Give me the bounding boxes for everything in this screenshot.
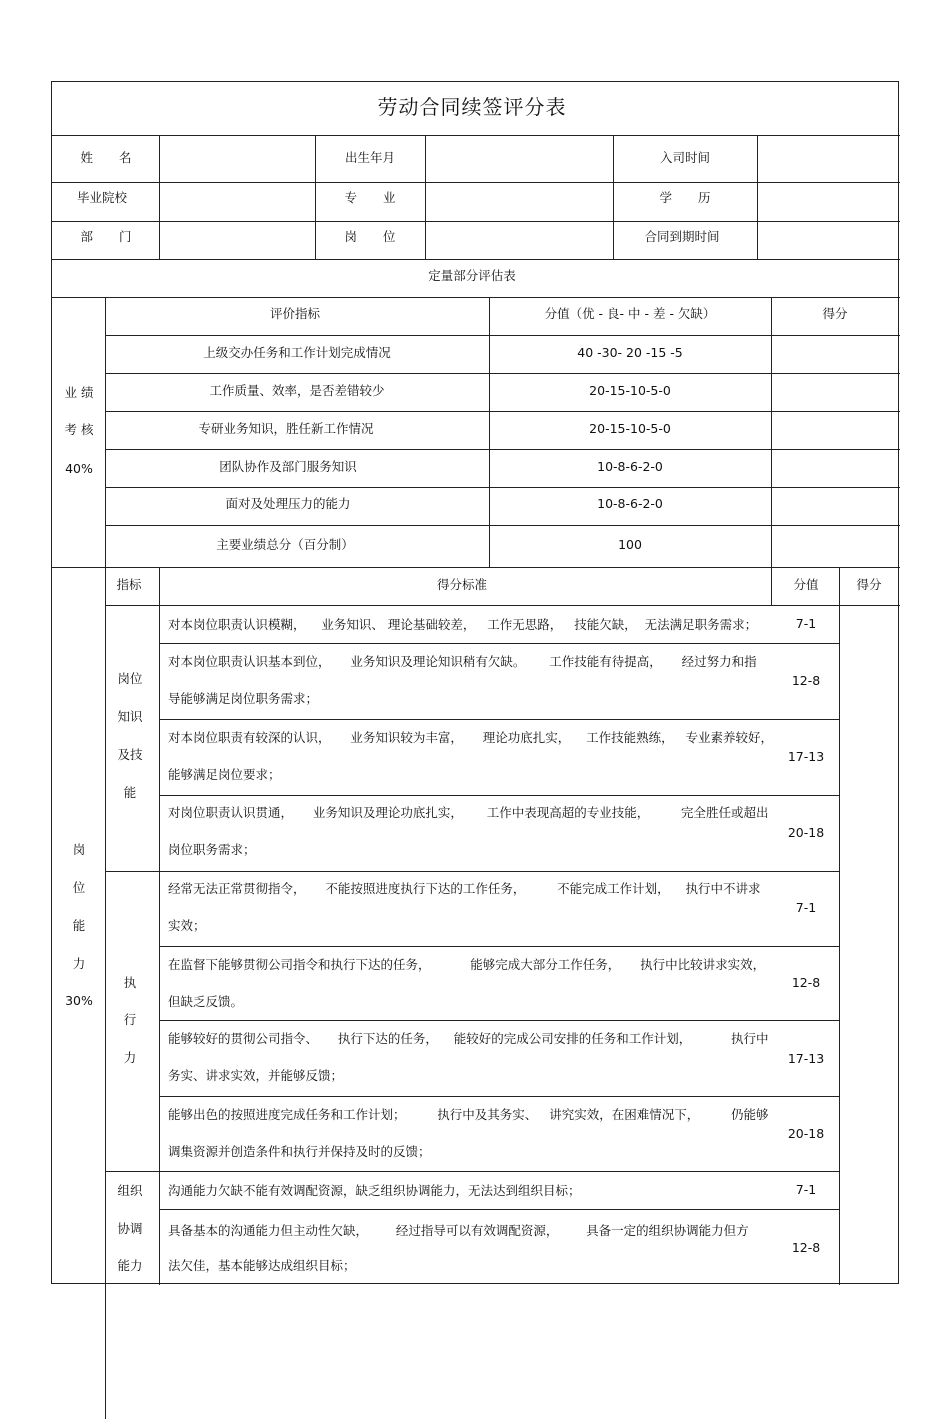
row-divider [105,335,900,336]
indicator-knowledge-label: 及技 [117,747,143,762]
row-divider [105,487,900,488]
criteria-value: 7-1 [795,1182,817,1197]
position-label: 岗位 [344,229,396,244]
row-divider [52,567,900,568]
col-divider [105,297,106,1419]
criteria-text: 对本岗位职责认识基本到位， 业务知识及理论知识稍有欠缺。 工作技能有待提高， 经过努力和指 导能够满足岗位职务需求； [168,654,757,706]
row-divider [105,525,900,526]
performance-group-label: 考 核 [64,422,94,437]
criteria-value: 17-13 [787,1051,825,1066]
indicator-execution-label: 行 [123,1012,137,1027]
perf-total-value: 100 [618,537,642,552]
performance-group-label: 业 绩 [64,385,94,400]
perf-indicator: 上级交办任务和工作计划完成情况 [203,345,391,360]
birth-label: 出生年月 [344,150,396,165]
name-label: 姓名 [80,150,132,165]
indicator-coordination-label: 协调 [117,1221,143,1236]
major-label: 专业 [344,190,396,205]
perf-indicator: 专研业务知识，胜任新工作情况 [198,421,374,436]
criteria-value: 12-8 [791,1240,821,1255]
col-divider [425,135,426,259]
perf-values: 20-15-10-5-0 [589,421,671,436]
criteria-text: 在监督下能够贯彻公司指令和执行下达的任务， 能够完成大部分工作任务， 执行中比较讲求实效， 但缺乏反馈。 [168,957,766,1009]
join-date-label: 入司时间 [659,150,711,165]
col-divider [159,567,160,1285]
criteria-text: 对本岗位职责认识模糊， 业务知识、 理论基础较差， 工作无思路， 技能欠缺， 无法满足职务需求； [168,617,758,632]
indicator-knowledge-label: 岗位 [117,671,143,686]
criteria-value: 20-18 [787,1126,825,1141]
header-score: 得分 [856,577,882,592]
criteria-value: 7-1 [795,900,817,915]
row-divider [52,182,900,183]
criteria-text: 能够出色的按照进度完成任务和工作计划； 执行中及其务实、 讲究实效，在困难情况下， 仍能够 调集资源并创造条件和执行并保持及时的反馈； [168,1107,769,1159]
criteria-text: 对岗位职责认识贯通， 业务知识及理论功底扎实， 工作中表现高超的专业技能， 完全胜任或超出 岗位职务需求； [168,805,769,857]
criteria-text: 对本岗位职责有较深的认识， 业务知识较为丰富， 理论功底扎实， 工作技能熟练， 专业素养较好， 能够满足岗位要求； [168,730,774,782]
criteria-text: 经常无法正常贯彻指令， 不能按照进度执行下达的工作任务， 不能完成工作计划， 执行中不讲求 实效； [168,881,761,933]
criteria-text: 能够较好的贯彻公司指令、 执行下达的任务， 能较好的完成公司安排的任务和工作计划， 执行中 务实、讲求实效，并能够反馈； [168,1031,769,1083]
perf-indicator: 团队协作及部门服务知识 [219,459,357,474]
ability-group-label: 能 [72,918,86,933]
ability-group-label: 力 [72,956,86,971]
perf-total-label: 主要业绩总分（百分制） [216,537,354,552]
evaluation-form [51,81,899,1284]
perf-values: 20-15-10-5-0 [589,383,671,398]
row-divider [52,259,900,260]
ability-group-label: 位 [72,880,86,895]
header-indicator: 指标 [116,577,142,592]
col-divider [757,135,758,259]
row-divider [52,221,900,222]
perf-indicator: 面对及处理压力的能力 [225,496,351,511]
indicator-coordination-label: 组织 [117,1183,143,1198]
indicator-execution-label: 执 [123,975,137,990]
col-divider [159,135,160,259]
quant-section-title: 定量部分评估表 [428,268,516,283]
row-divider [105,411,900,412]
col-divider [839,567,840,1285]
header-value: 分值 [793,577,819,592]
col-divider [771,297,772,605]
performance-weight: 40% [65,461,93,476]
header-values: 分值（优 - 良- 中 - 差 - 欠缺） [544,306,716,321]
indicator-knowledge-label: 知识 [117,709,143,724]
row-divider [52,135,900,136]
department-label: 部门 [80,229,132,244]
perf-indicator: 工作质量、效率，是否差错较少 [209,383,385,398]
indicator-coordination-label: 能力 [117,1258,143,1273]
contract-end-label: 合同到期时间 [644,229,720,244]
criteria-value: 12-8 [791,673,821,688]
school-label: 毕业院校 [76,190,128,205]
education-label: 学历 [659,190,711,205]
criteria-value: 17-13 [787,749,825,764]
criteria-text: 沟通能力欠缺不能有效调配资源，缺乏组织协调能力，无法达到组织目标； [168,1183,581,1198]
ability-weight: 30% [65,993,93,1008]
indicator-execution-label: 力 [123,1050,137,1065]
perf-values: 40 -30- 20 -15 -5 [577,345,683,360]
col-divider [489,297,490,567]
criteria-value: 7-1 [795,616,817,631]
perf-values: 10-8-6-2-0 [597,496,663,511]
criteria-text: 具备基本的沟通能力但主动性欠缺， 经过指导可以有效调配资源， 具备一定的组织协调能力但方 法欠佳，基本能够达成组织目标； [168,1223,749,1273]
indicator-knowledge-label: 能 [123,785,137,800]
criteria-value: 12-8 [791,975,821,990]
form-title: 劳动合同续签评分表 [377,95,567,119]
row-divider [52,297,900,298]
header-score: 得分 [822,306,848,321]
header-criteria: 得分标准 [436,577,488,592]
row-divider [105,449,900,450]
criteria-value: 20-18 [787,825,825,840]
row-divider [159,1209,839,1210]
perf-values: 10-8-6-2-0 [597,459,663,474]
col-divider [613,135,614,259]
ability-group-label: 岗 [72,842,86,857]
row-divider [105,373,900,374]
col-divider [315,135,316,259]
header-indicator: 评价指标 [269,306,321,321]
